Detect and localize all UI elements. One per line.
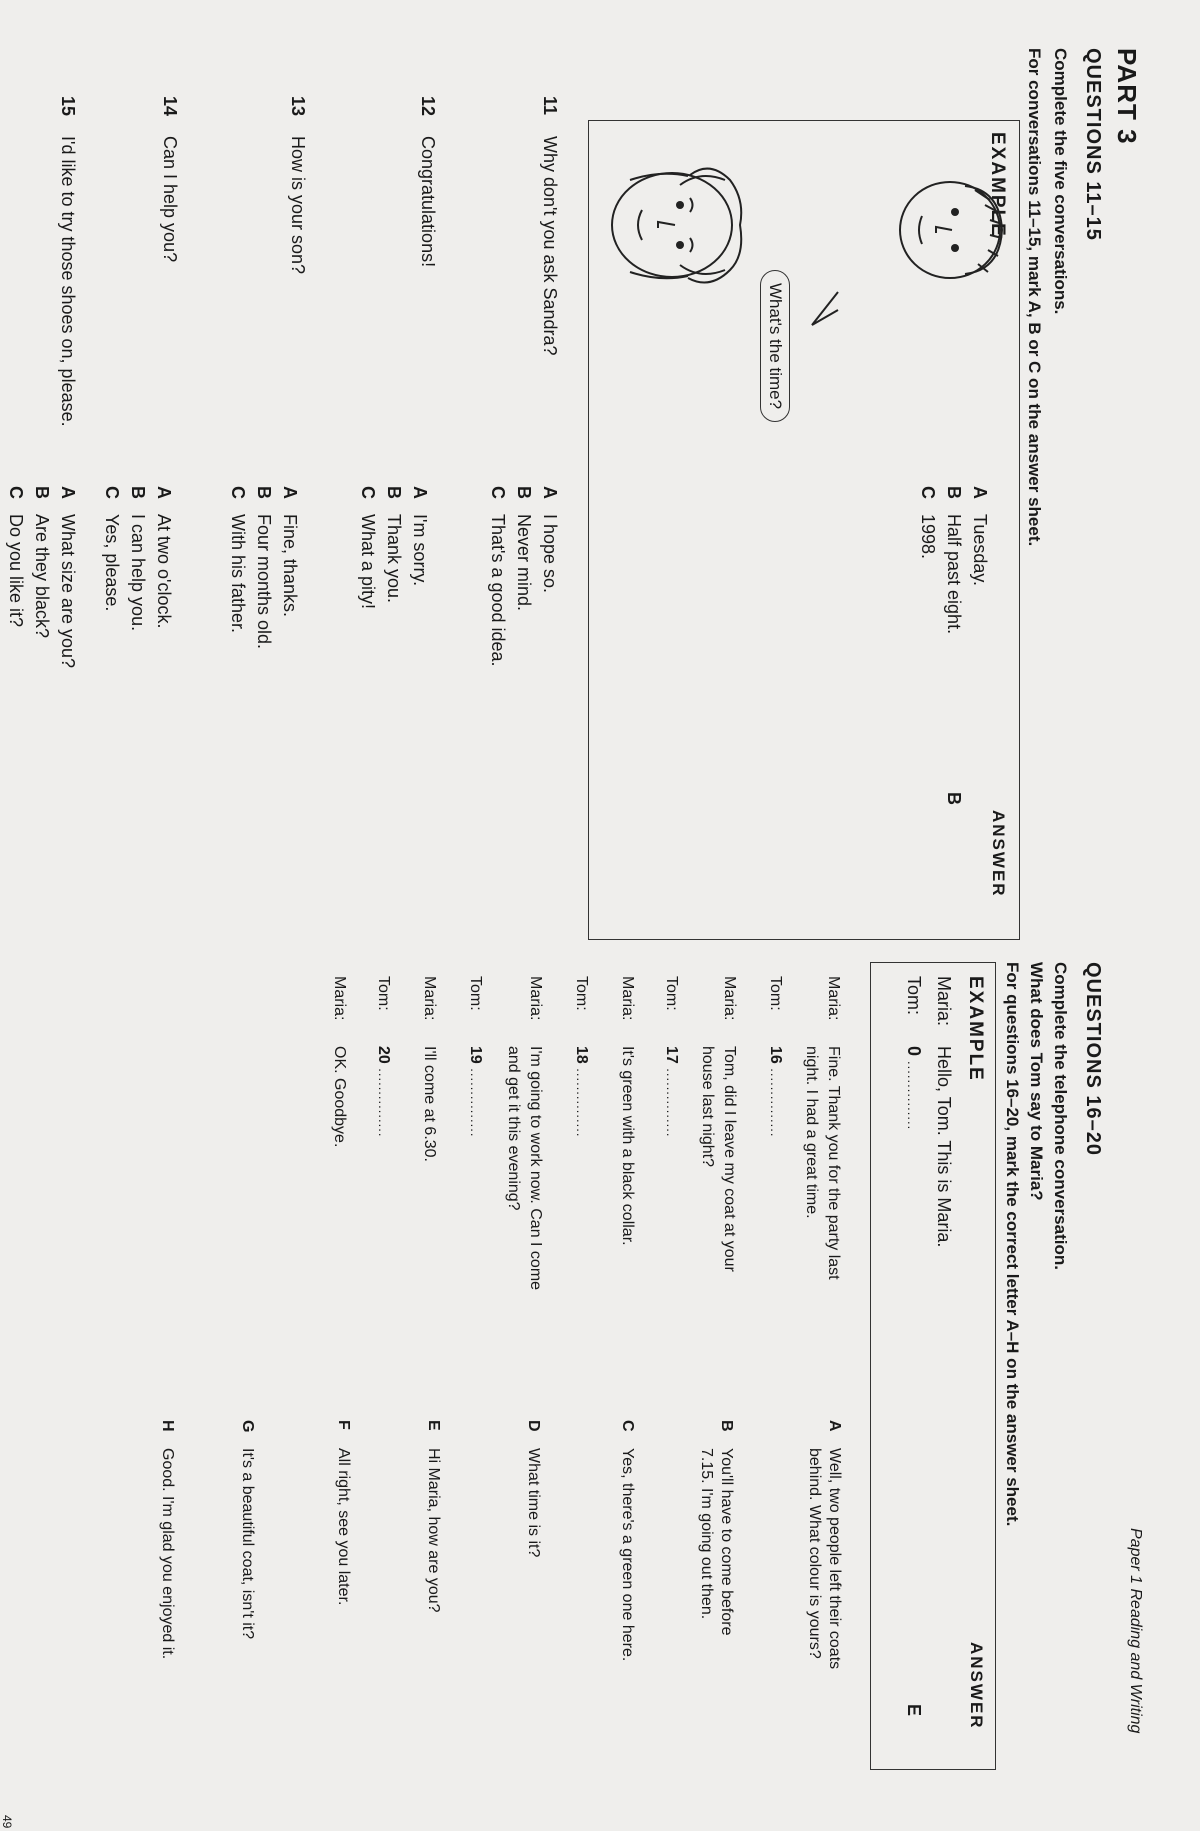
dialogue-line-maria-5: Maria:I'll come at 6.30. bbox=[421, 976, 438, 1162]
example-option-b: BHalf past eight. bbox=[944, 486, 964, 635]
dialogue-line-maria-1: Maria:Fine. Thank you for the party last night. I had a great time. bbox=[803, 976, 842, 1280]
choice-e: EHi Maria, how are you? bbox=[425, 1420, 442, 1613]
left-example-label: EXAMPLE bbox=[987, 132, 1008, 238]
q13-option-b: BFour months old. bbox=[254, 486, 274, 650]
dialogue-line-tom-20: Tom:20 ............... bbox=[375, 976, 392, 1138]
dialogue-line-tom-16: Tom:16 ............... bbox=[767, 976, 784, 1138]
q15-option-c: CDo you like it? bbox=[6, 486, 26, 628]
choice-g: GIt's a beautiful coat, isn't it? bbox=[239, 1420, 256, 1640]
questions-16-20-heading: QUESTIONS 16–20 bbox=[1082, 962, 1104, 1156]
choice-a: AWell, two people left their coats behind. What colour is yours? bbox=[806, 1420, 843, 1670]
q12-option-c: CWhat a pity! bbox=[358, 486, 378, 610]
bubble-pointer bbox=[810, 290, 840, 330]
q12-option-a: AI'm sorry. bbox=[410, 486, 430, 587]
left-example-answer: B bbox=[944, 792, 964, 805]
q11-option-c: CThat's a good idea. bbox=[488, 486, 508, 667]
dialogue-line-maria-4: Maria:I'm going to work now. Can I come and get it this evening? bbox=[505, 976, 544, 1291]
question-12: 12Congratulations! bbox=[418, 96, 438, 268]
left-instruction-2: For conversations 11–15, mark A, B or C on the answer sheet. bbox=[1025, 48, 1044, 547]
choice-d: DWhat time is it? bbox=[525, 1420, 542, 1558]
question-11: 11Why don't you ask Sandra? bbox=[540, 96, 560, 356]
dialogue-line-maria-6: Maria:OK. Goodbye. bbox=[331, 976, 348, 1148]
choice-c: CYes, there's a green one here. bbox=[619, 1420, 636, 1662]
dialogue-line-maria-2: Maria:Tom, did I leave my coat at your house last night? bbox=[699, 976, 738, 1272]
man-face-illustration bbox=[890, 160, 1020, 300]
example-maria-line: Maria:Hello, Tom. This is Maria. bbox=[934, 976, 954, 1248]
question-13: 13How is your son? bbox=[288, 96, 308, 275]
right-example-label: EXAMPLE bbox=[965, 976, 986, 1082]
choice-b: BYou'll have to come before 7.15. I'm going out then. bbox=[698, 1420, 735, 1636]
q14-option-a: AAt two o'clock. bbox=[154, 486, 174, 629]
left-instruction-1: Complete the five conversations. bbox=[1051, 48, 1070, 315]
example-speech-bubble: What's the time? bbox=[760, 270, 790, 422]
example-option-a: ATuesday. bbox=[970, 486, 990, 587]
part-title: PART 3 bbox=[1112, 48, 1142, 145]
example-tom-line: Tom:0 ............... bbox=[904, 976, 924, 1131]
questions-11-15-heading: QUESTIONS 11–15 bbox=[1082, 48, 1104, 241]
right-example-answer: E bbox=[904, 1704, 924, 1717]
left-answer-label: ANSWER bbox=[989, 810, 1008, 898]
choice-f: FAll right, see you later. bbox=[335, 1420, 352, 1606]
dialogue-line-tom-19: Tom:19 ............... bbox=[467, 976, 484, 1138]
choice-h: HGood. I'm glad you enjoyed it. bbox=[159, 1420, 176, 1660]
q15-option-a: AWhat size are you? bbox=[58, 486, 78, 669]
q15-option-b: BAre they black? bbox=[32, 486, 52, 639]
question-15: 15I'd like to try those shoes on, please. bbox=[58, 96, 78, 427]
q14-option-b: BI can help you. bbox=[128, 486, 148, 632]
q14-option-c: CYes, please. bbox=[102, 486, 122, 612]
right-instruction-2: What does Tom say to Maria? bbox=[1027, 962, 1046, 1201]
q13-option-a: AFine, thanks. bbox=[280, 486, 300, 618]
q11-option-a: AI hope so. bbox=[540, 486, 560, 594]
dialogue-line-maria-3: Maria:It's green with a black collar. bbox=[619, 976, 636, 1246]
question-14: 14Can I help you? bbox=[160, 96, 180, 263]
paper-header: Paper 1 Reading and Writing bbox=[1127, 1528, 1144, 1734]
q12-option-b: BThank you. bbox=[384, 486, 404, 604]
q11-option-b: BNever mind. bbox=[514, 486, 534, 612]
right-instruction-3: For questions 16–20, mark the correct letter A–H on the answer sheet. bbox=[1003, 962, 1022, 1527]
woman-face-illustration bbox=[600, 140, 750, 310]
page-number: 49 bbox=[0, 1815, 14, 1829]
right-instruction-1: Complete the telephone conversation. bbox=[1051, 962, 1070, 1270]
example-option-c: C1998. bbox=[918, 486, 938, 560]
q13-option-c: CWith his father. bbox=[228, 486, 248, 634]
dialogue-line-tom-17: Tom:17 ............... bbox=[663, 976, 680, 1138]
dialogue-line-tom-18: Tom:18 ............... bbox=[573, 976, 590, 1138]
right-answer-label: ANSWER bbox=[967, 1642, 986, 1730]
